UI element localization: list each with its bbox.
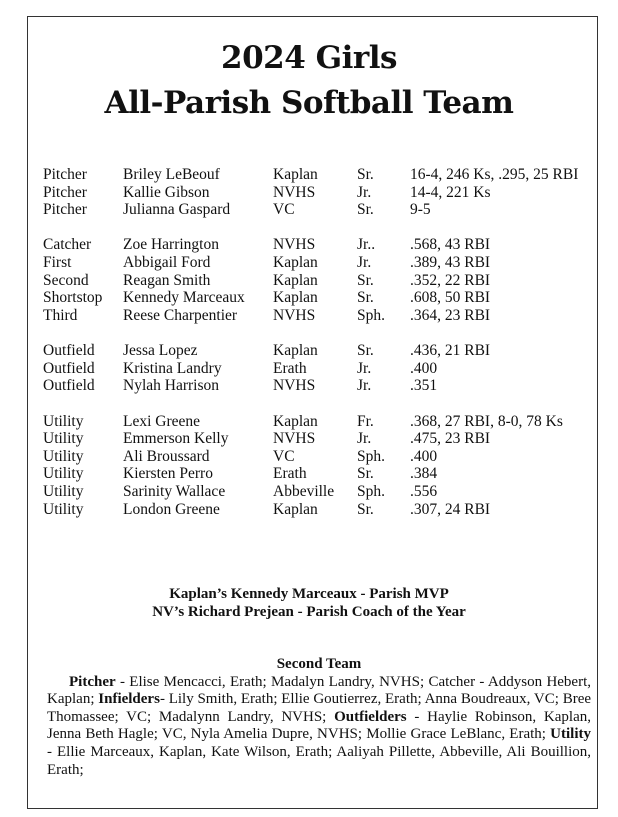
school: Kaplan: [273, 342, 318, 360]
second-team-section: [47, 656, 591, 779]
position: Third: [43, 306, 78, 324]
position-heading: Pitcher: [69, 673, 116, 690]
school: NVHS: [273, 183, 316, 201]
class-year: Sr.: [357, 465, 374, 483]
stats: .351: [410, 377, 438, 395]
class-year: Jr.: [357, 377, 372, 395]
position: Catcher: [43, 236, 92, 254]
player-name: Ali Broussard: [123, 447, 210, 465]
class-year: Sph.: [357, 306, 385, 324]
school: Kaplan: [273, 412, 318, 430]
coach-of-the-year: NV’s Richard Prejean - Parish Coach of the Year: [152, 604, 466, 620]
stats: .368, 27 RBI, 8-0, 78 Ks: [410, 412, 563, 430]
page-title-line-1: 2024 Girls: [221, 40, 397, 76]
class-year: Sr.: [357, 500, 374, 518]
stats: 9-5: [410, 201, 431, 219]
player-name: Reagan Smith: [123, 271, 211, 289]
class-year: Jr.: [357, 430, 372, 448]
player-list: - Haylie Robinson, Kaplan, Jenna Beth Hagle; VC, Nyla Amelia Dupre, NVHS; Mollie Grace LeBlanc, Erath;: [47, 708, 591, 743]
position-heading: Outfielders: [334, 708, 407, 725]
stats: .307, 24 RBI: [410, 500, 491, 518]
class-year: Sr.: [357, 201, 374, 219]
player-name: Julianna Gaspard: [123, 201, 231, 219]
class-year: Sr.: [357, 342, 374, 360]
parish-mvp: Kaplan’s Kennedy Marceaux - Parish MVP: [169, 586, 449, 602]
position: Second: [43, 271, 89, 289]
school: Abbeville: [273, 482, 335, 500]
position: Pitcher: [43, 201, 87, 219]
player-name: Kristina Landry: [123, 359, 222, 377]
position: Utility: [43, 500, 84, 518]
position: Outfield: [43, 359, 95, 377]
player-name: London Greene: [123, 500, 220, 518]
school: NVHS: [273, 430, 316, 448]
class-year: Sph.: [357, 482, 385, 500]
second-team-list: [47, 674, 591, 780]
position: First: [43, 254, 72, 272]
position: Outfield: [43, 377, 95, 395]
player-name: Abbigail Ford: [123, 254, 211, 272]
school: NVHS: [273, 306, 316, 324]
position: Utility: [43, 465, 84, 483]
player-list: - Elise Mencacci, Erath; Madalyn Landry, NVHS; Catcher - Addyson Hebert, Kaplan;: [47, 673, 591, 708]
class-year: Fr.: [357, 412, 374, 430]
player-name: Jessa Lopez: [123, 342, 198, 360]
stats: .608, 50 RBI: [410, 289, 491, 307]
class-year: Jr..: [357, 236, 376, 254]
position: Outfield: [43, 342, 95, 360]
school: Kaplan: [273, 289, 318, 307]
player-name: Sarinity Wallace: [123, 482, 226, 500]
position-heading: Utility: [550, 726, 591, 743]
position: Pitcher: [43, 166, 87, 183]
position: Pitcher: [43, 183, 87, 201]
stats: 16-4, 246 Ks, .295, 25 RBI: [410, 166, 579, 183]
position-heading: Infielders: [98, 691, 160, 708]
school: Erath: [273, 359, 307, 377]
school: Kaplan: [273, 166, 318, 183]
class-year: Jr.: [357, 254, 372, 272]
player-name: Zoe Harrington: [123, 236, 219, 254]
class-year: Sr.: [357, 166, 374, 183]
school: Kaplan: [273, 271, 318, 289]
stats: 14-4, 221 Ks: [410, 183, 491, 201]
stats: .436, 21 RBI: [410, 342, 491, 360]
school: VC: [273, 447, 295, 465]
player-name: Reese Charpentier: [123, 306, 238, 324]
player-list: - Ellie Marceaux, Kaplan, Kate Wilson, Erath; Aaliyah Pillette, Abbeville, Ali Bouillion, Erath;: [47, 743, 591, 778]
class-year: Jr.: [357, 359, 372, 377]
position: Shortstop: [43, 289, 103, 307]
position: Utility: [43, 447, 84, 465]
player-name: Kennedy Marceaux: [123, 289, 245, 307]
stats: .475, 23 RBI: [410, 430, 491, 448]
stats: .384: [410, 465, 438, 483]
school: VC: [273, 201, 295, 219]
stats: .400: [410, 447, 438, 465]
stats: .568, 43 RBI: [410, 236, 491, 254]
school: NVHS: [273, 236, 316, 254]
player-name: Kallie Gibson: [123, 183, 210, 201]
player-list: - Lily Smith, Erath; Ellie Goutierrez, Erath; Anna Boudreaux, VC; Bree Thomassee; VC; Madalynn Landry, NVHS;: [47, 691, 592, 725]
page-title-line-2: All-Parish Softball Team: [104, 85, 514, 121]
player-name: Nylah Harrison: [123, 377, 219, 395]
stats: .400: [410, 359, 438, 377]
class-year: Sr.: [357, 271, 374, 289]
position: Utility: [43, 482, 84, 500]
school: NVHS: [273, 377, 316, 395]
stats: .364, 23 RBI: [410, 306, 491, 324]
player-name: Emmerson Kelly: [123, 430, 229, 448]
school: Kaplan: [273, 254, 318, 272]
player-name: Lexi Greene: [123, 412, 201, 430]
position: Utility: [43, 430, 84, 448]
player-name: Kiersten Perro: [123, 465, 213, 483]
school: Erath: [273, 465, 307, 483]
stats: .352, 22 RBI: [410, 271, 491, 289]
class-year: Jr.: [357, 183, 372, 201]
class-year: Sph.: [357, 447, 385, 465]
second-team-title: Second Team: [276, 656, 362, 672]
player-name: Briley LeBeouf: [123, 166, 220, 183]
position: Utility: [43, 412, 84, 430]
school: Kaplan: [273, 500, 318, 518]
stats: .389, 43 RBI: [410, 254, 491, 272]
stats: .556: [410, 482, 438, 500]
class-year: Sr.: [357, 289, 374, 307]
